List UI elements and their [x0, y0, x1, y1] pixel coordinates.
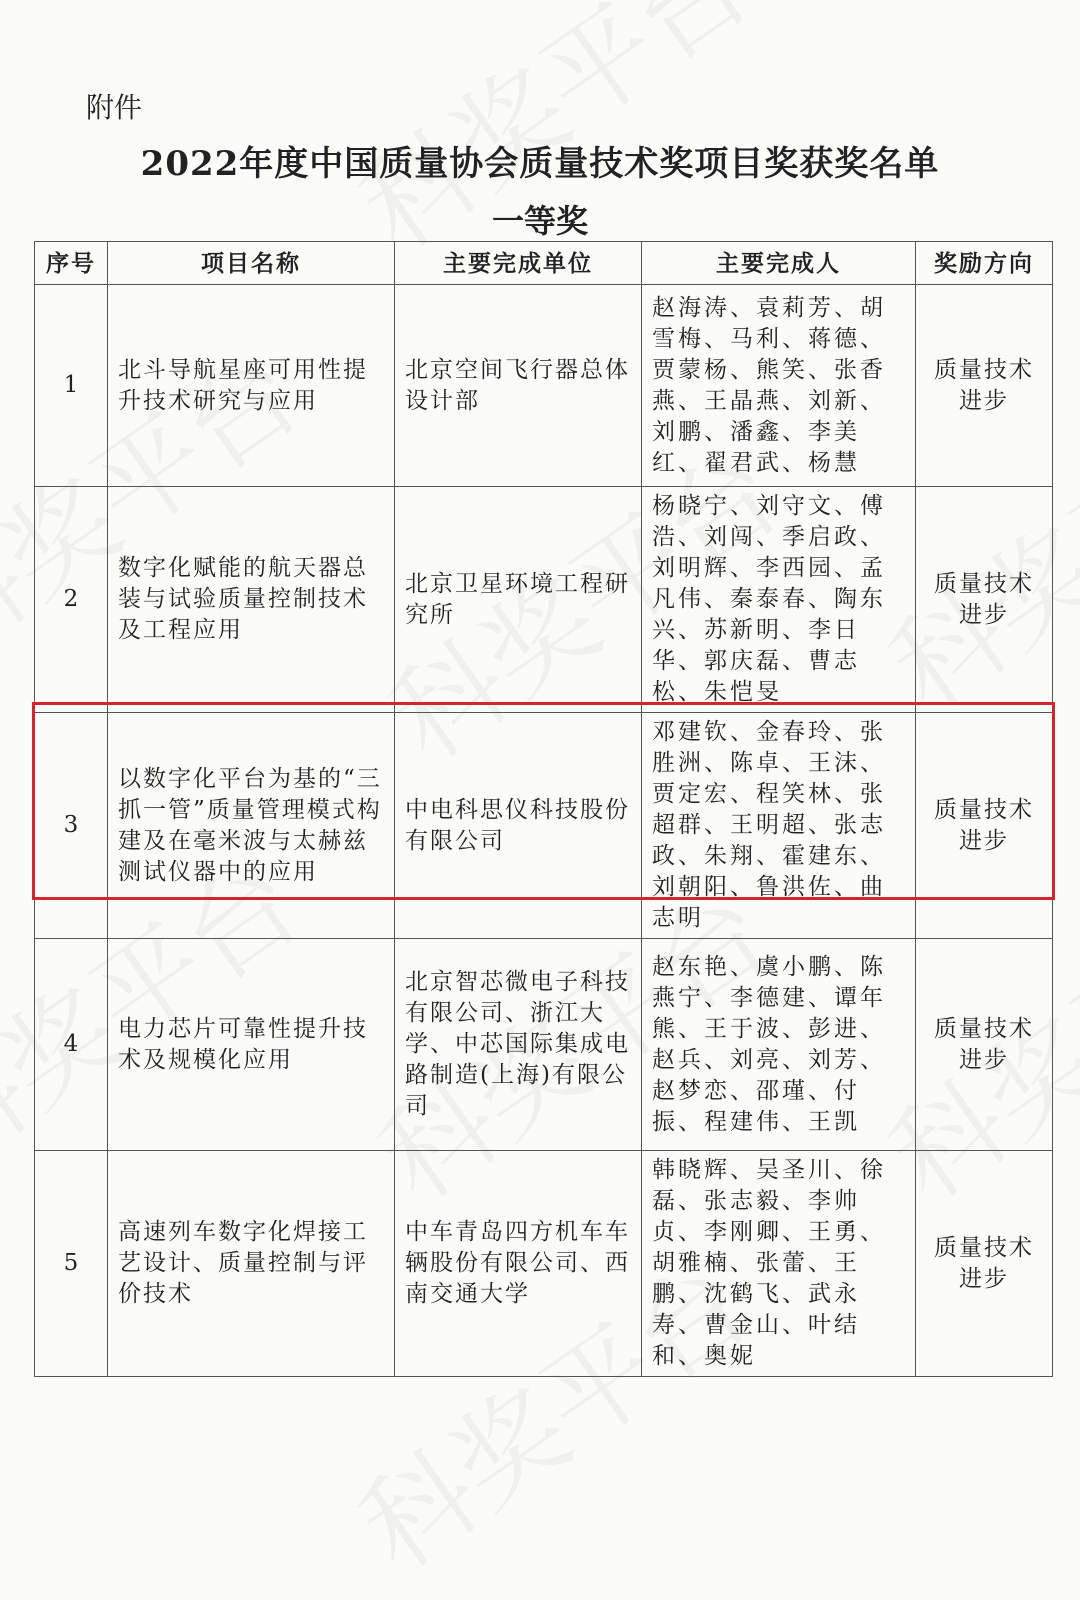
row-number: 2 — [35, 487, 108, 713]
completing-people: 赵海涛、袁莉芳、胡雪梅、马利、蒋德、贾蒙杨、熊笑、张香燕、王晶燕、刘新、刘鹏、潘鑫、李美红、翟君武、杨慧 — [642, 285, 916, 487]
award-direction: 质量技术进步 — [916, 285, 1053, 487]
completing-people: 韩晓辉、吴圣川、徐磊、张志毅、李帅贞、李刚卿、王勇、胡雅楠、张蕾、王鹏、沈鹤飞、武永寿、曹金山、叶结和、奥妮 — [642, 1151, 916, 1377]
project-name: 数字化赋能的航天器总装与试验质量控制技术及工程应用 — [108, 487, 395, 713]
column-header-people: 主要完成人 — [642, 242, 916, 285]
completing-unit: 北京卫星环境工程研究所 — [395, 487, 642, 713]
column-header-direction: 奖励方向 — [916, 242, 1053, 285]
award-level-heading: 一等奖 — [491, 202, 588, 240]
column-header-no: 序号 — [35, 242, 108, 285]
column-header-unit: 主要完成单位 — [395, 242, 642, 285]
project-name: 以数字化平台为基的“三抓一管”质量管理模式构建及在毫米波与太赫兹测试仪器中的应用 — [108, 713, 395, 939]
row-number: 1 — [35, 285, 108, 487]
completing-unit: 中电科思仪科技股份有限公司 — [395, 713, 642, 939]
table-row — [35, 1151, 1053, 1377]
table-header-row — [35, 242, 1053, 285]
attachment-label: 附件 — [86, 91, 143, 124]
award-table — [34, 241, 1053, 1377]
row-number: 5 — [35, 1151, 108, 1377]
column-header-project: 项目名称 — [108, 242, 395, 285]
table-row — [35, 713, 1053, 939]
table-row — [35, 939, 1053, 1151]
completing-unit: 北京智芯微电子科技有限公司、浙江大学、中芯国际集成电路制造(上海)有限公司 — [395, 939, 642, 1151]
project-name: 高速列车数字化焊接工艺设计、质量控制与评价技术 — [108, 1151, 395, 1377]
completing-people: 邓建钦、金春玲、张胜洲、陈卓、王沫、贾定宏、程笑林、张超群、王明超、张志政、朱翔、霍建东、刘朝阳、鲁洪佐、曲志明 — [642, 713, 916, 939]
award-direction: 质量技术进步 — [916, 1151, 1053, 1377]
project-name: 电力芯片可靠性提升技术及规模化应用 — [108, 939, 395, 1151]
completing-unit: 中车青岛四方机车车辆股份有限公司、西南交通大学 — [395, 1151, 642, 1377]
completing-people: 杨晓宁、刘守文、傅浩、刘闯、季启政、刘明辉、李西园、孟凡伟、秦泰春、陶东兴、苏新明、李日华、郭庆磊、曹志松、朱恺旻 — [642, 487, 916, 713]
award-direction: 质量技术进步 — [916, 713, 1053, 939]
completing-unit: 北京空间飞行器总体设计部 — [395, 285, 642, 487]
table-row — [35, 487, 1053, 713]
completing-people: 赵东艳、虞小鹏、陈燕宁、李德建、谭年熊、王于波、彭进、赵兵、刘亮、刘芳、赵梦恋、邵瑾、付振、程建伟、王凯 — [642, 939, 916, 1151]
row-number: 3 — [35, 713, 108, 939]
table-row — [35, 285, 1053, 487]
row-number: 4 — [35, 939, 108, 1151]
project-name: 北斗导航星座可用性提升技术研究与应用 — [108, 285, 395, 487]
award-direction: 质量技术进步 — [916, 487, 1053, 713]
document-title: 2022年度中国质量协会质量技术奖项目奖获奖名单 — [140, 144, 940, 184]
award-direction: 质量技术进步 — [916, 939, 1053, 1151]
